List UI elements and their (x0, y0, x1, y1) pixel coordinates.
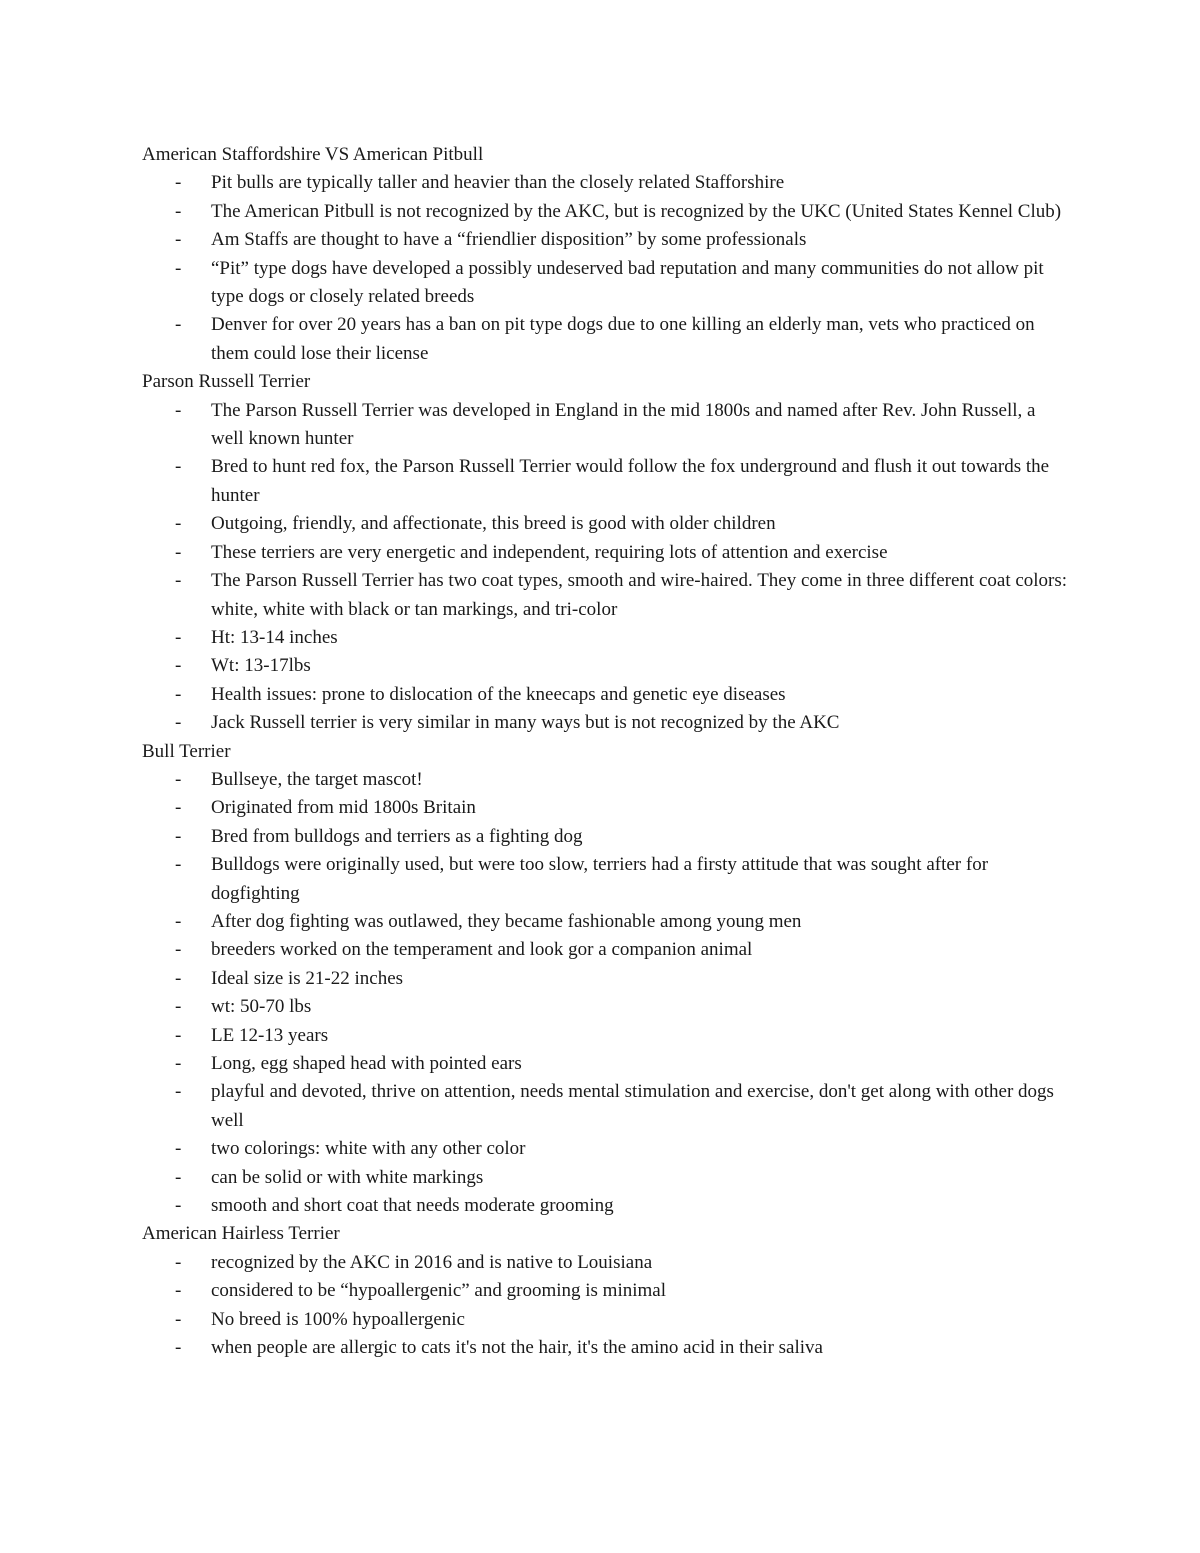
list-item-text: can be solid or with white markings (211, 1166, 484, 1188)
list-item-text: considered to be “hypoallergenic” and grooming is minimal (211, 1280, 666, 1302)
bullet-dash: - (175, 1280, 182, 1302)
document-body (142, 141, 1072, 1362)
list-item-text: Originated from mid 1800s Britain (211, 797, 476, 819)
list-item-text: wt: 50-70 lbs (211, 996, 312, 1018)
bullet-dash: - (175, 1081, 182, 1103)
section-heading: American Hairless Terrier (142, 1223, 340, 1245)
list-item-text: “Pit” type dogs have developed a possibly undeserved bad reputation and many communities do not allow pit type dogs or closely related breeds (211, 257, 1044, 308)
list-item (142, 766, 1072, 794)
list-item (142, 539, 1072, 567)
list-item (142, 624, 1072, 652)
list-item (142, 993, 1072, 1021)
list-item (142, 169, 1072, 197)
bullet-list (142, 397, 1072, 738)
bullet-dash: - (175, 825, 182, 847)
bullet-dash: - (175, 1308, 182, 1330)
list-item (142, 510, 1072, 538)
bullet-dash: - (175, 314, 182, 336)
list-item (142, 965, 1072, 993)
list-item-text: Bulldogs were originally used, but were too slow, terriers had a firsty attitude that was sought after for dogfighting (211, 854, 989, 904)
bullet-list (142, 766, 1072, 1221)
list-item (142, 936, 1072, 964)
list-item (142, 397, 1072, 454)
bullet-dash: - (175, 1166, 182, 1188)
list-item-text: Pit bulls are typically taller and heavier than the closely related Stafforshire (211, 172, 785, 194)
list-item-text: Health issues: prone to dislocation of the kneecaps and genetic eye diseases (211, 683, 786, 705)
list-item (142, 198, 1072, 226)
list-item-text: The Parson Russell Terrier has two coat types, smooth and wire-haired. They come in three different coat colors: white, white with black or tan markings, and tri-color (211, 570, 1068, 620)
section-heading: Bull Terrier (142, 740, 231, 762)
list-item (142, 709, 1072, 737)
list-item (142, 311, 1072, 368)
list-item (142, 567, 1072, 624)
list-item (142, 1249, 1072, 1277)
bullet-dash: - (175, 768, 182, 790)
bullet-dash: - (175, 257, 182, 279)
bullet-dash: - (175, 1251, 182, 1273)
bullet-dash: - (175, 854, 182, 876)
section-parson-russell-terrier (142, 368, 1072, 737)
list-item-text: playful and devoted, thrive on attention, needs mental stimulation and exercise, don't get along with other dogs well (211, 1081, 1054, 1131)
list-item (142, 823, 1072, 851)
list-item (142, 1050, 1072, 1078)
bullet-dash: - (175, 996, 182, 1018)
list-item (142, 851, 1072, 908)
bullet-dash: - (175, 172, 182, 194)
list-item (142, 255, 1072, 312)
list-item-text: Am Staffs are thought to have a “friendlier disposition” by some professionals (211, 229, 807, 251)
list-item-text: smooth and short coat that needs moderate grooming (211, 1195, 614, 1217)
list-item (142, 681, 1072, 709)
bullet-dash: - (175, 399, 182, 421)
list-item (142, 1277, 1072, 1305)
list-item-text: Outgoing, friendly, and affectionate, this breed is good with older children (211, 513, 776, 535)
list-item-text: Long, egg shaped head with pointed ears (211, 1053, 522, 1074)
bullet-dash: - (175, 541, 182, 563)
list-item (142, 1022, 1072, 1050)
list-item (142, 794, 1072, 822)
section-heading: American Staffordshire VS American Pitbull (142, 144, 484, 165)
list-item-text: Jack Russell terrier is very similar in many ways but is not recognized by the AKC (211, 712, 840, 734)
bullet-dash: - (175, 1337, 182, 1359)
bullet-list (142, 1249, 1072, 1363)
list-item-text: The American Pitbull is not recognized by the AKC, but is recognized by the UKC (United States Kennel Club) (211, 200, 1062, 222)
bullet-dash: - (175, 683, 182, 705)
list-item (142, 1135, 1072, 1163)
list-item-text: LE 12-13 years (211, 1024, 329, 1046)
list-item-text: breeders worked on the temperament and look gor a companion animal (211, 939, 753, 961)
bullet-dash: - (175, 1138, 182, 1160)
list-item (142, 908, 1072, 936)
bullet-dash: - (175, 1053, 182, 1074)
list-item-text: Ideal size is 21-22 inches (211, 967, 404, 989)
bullet-dash: - (175, 570, 182, 592)
bullet-dash: - (175, 626, 182, 648)
bullet-dash: - (175, 513, 182, 535)
bullet-dash: - (175, 1024, 182, 1046)
list-item-text: The Parson Russell Terrier was developed in England in the mid 1800s and named after Rev. John Russell, a well known hunter (211, 399, 1036, 450)
section-heading: Parson Russell Terrier (142, 371, 311, 393)
bullet-dash: - (175, 910, 182, 932)
list-item-text: when people are allergic to cats it's not the hair, it's the amino acid in their saliva (211, 1337, 823, 1359)
list-item (142, 1334, 1072, 1362)
list-item-text: two colorings: white with any other color (211, 1138, 526, 1160)
list-item-text: After dog fighting was outlawed, they became fashionable among young men (211, 910, 802, 932)
list-item (142, 226, 1072, 254)
bullet-dash: - (175, 200, 182, 222)
bullet-dash: - (175, 712, 182, 734)
section-american-staffordshire-vs-pitbull (142, 141, 1072, 368)
bullet-dash: - (175, 1195, 182, 1217)
bullet-list (142, 169, 1072, 368)
list-item-text: Bred from bulldogs and terriers as a fighting dog (211, 825, 583, 847)
list-item (142, 1306, 1072, 1334)
list-item-text: Denver for over 20 years has a ban on pit type dogs due to one killing an elderly man, vets who practiced on them could lose their license (211, 314, 1035, 364)
list-item-text: Wt: 13-17lbs (211, 655, 311, 677)
bullet-dash: - (175, 797, 182, 819)
bullet-dash: - (175, 456, 182, 478)
list-item-text: These terriers are very energetic and independent, requiring lots of attention and exercise (211, 541, 888, 563)
list-item (142, 1078, 1072, 1135)
list-item-text: Ht: 13-14 inches (211, 626, 338, 648)
section-bull-terrier (142, 738, 1072, 1221)
section-american-hairless-terrier (142, 1220, 1072, 1362)
list-item (142, 652, 1072, 680)
bullet-dash: - (175, 967, 182, 989)
bullet-dash: - (175, 655, 182, 677)
list-item (142, 453, 1072, 510)
bullet-dash: - (175, 939, 182, 961)
list-item (142, 1164, 1072, 1192)
bullet-dash: - (175, 229, 182, 251)
list-item-text: recognized by the AKC in 2016 and is native to Louisiana (211, 1251, 653, 1273)
list-item (142, 1192, 1072, 1220)
list-item-text: Bullseye, the target mascot! (211, 768, 423, 790)
list-item-text: Bred to hunt red fox, the Parson Russell Terrier would follow the fox underground and flush it out towards the hunter (211, 456, 1050, 506)
list-item-text: No breed is 100% hypoallergenic (211, 1308, 465, 1330)
